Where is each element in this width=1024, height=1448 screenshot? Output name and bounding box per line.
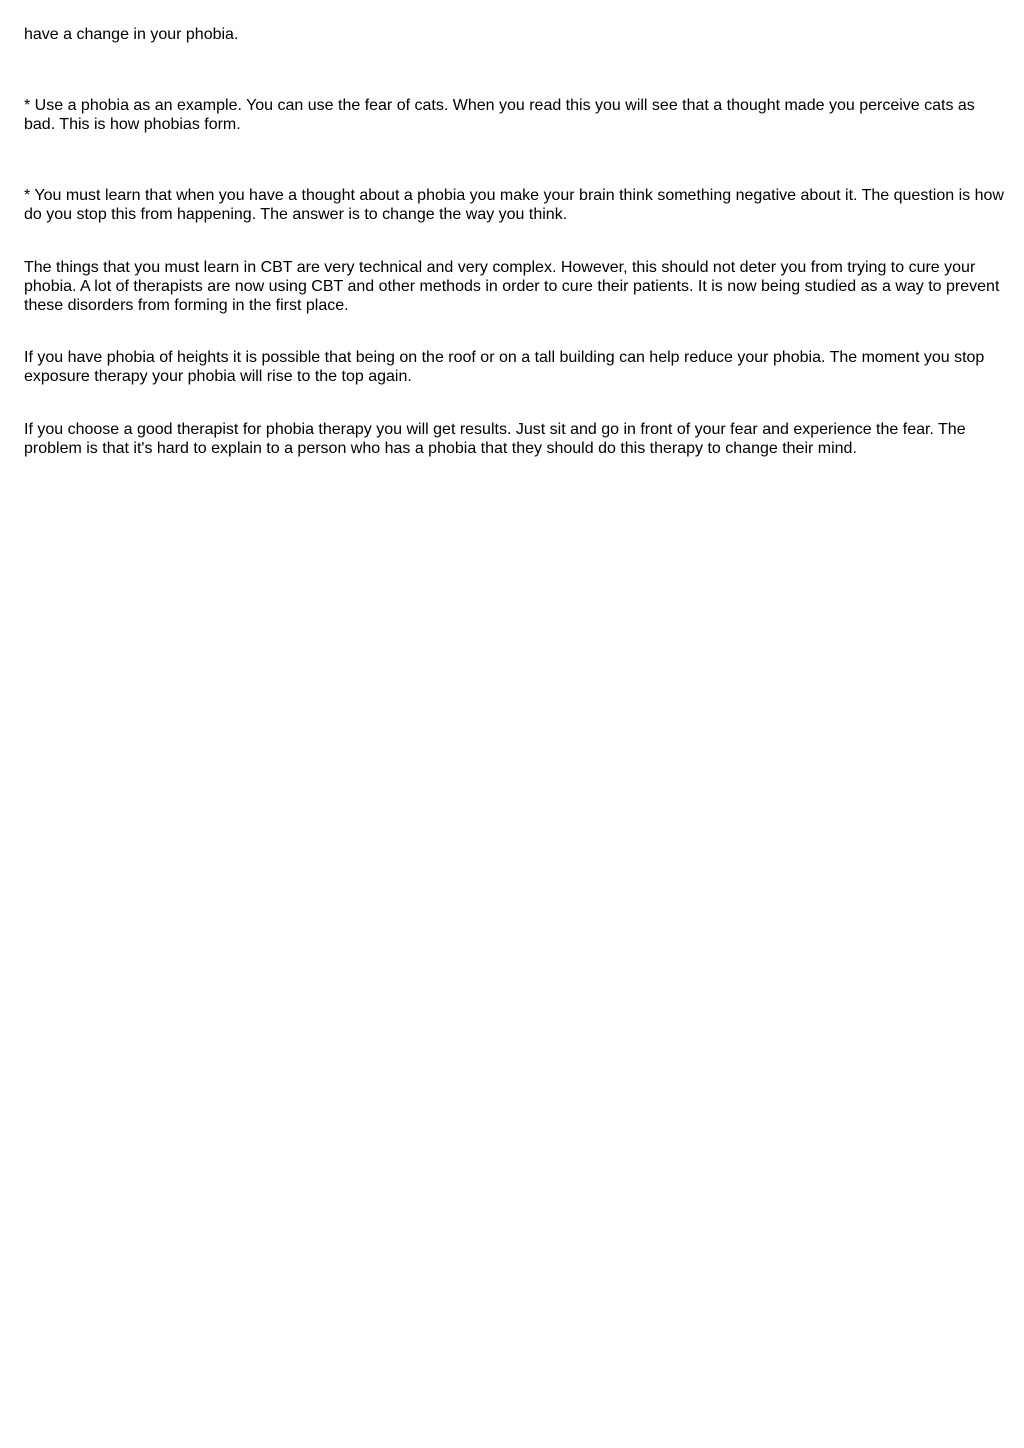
paragraph-negative-thought: * You must learn that when you have a thought about a phobia you make your brain think something negative about it. The question is how do you stop this from happening. The answer is to change the way you think. — [24, 187, 1004, 223]
paragraph-heights: If you have phobia of heights it is possible that being on the roof or on a tall building can help reduce your phobia. The moment you stop exposure therapy your phobia will rise to the top again. — [24, 349, 985, 385]
paragraph-phobia-example: * Use a phobia as an example. You can use the fear of cats. When you read this you will see that a thought made you perceive cats as bad. This is how phobias form. — [24, 97, 975, 133]
paragraph-cbt: The things that you must learn in CBT are very technical and very complex. However, this should not deter you from trying to cure your phobia. A lot of therapists are now using CBT and other methods in order to cure their patients. It is now being studied as a way to prevent these disorders from forming in the first place. — [24, 259, 1000, 314]
paragraph-continuation: have a change in your phobia. — [24, 26, 239, 43]
paragraph-therapist: If you choose a good therapist for phobia therapy you will get results. Just sit and go in front of your fear and experience the fear. The problem is that it's hard to explain to a person who has a phobia that they should do this therapy to change their mind. — [24, 421, 966, 457]
